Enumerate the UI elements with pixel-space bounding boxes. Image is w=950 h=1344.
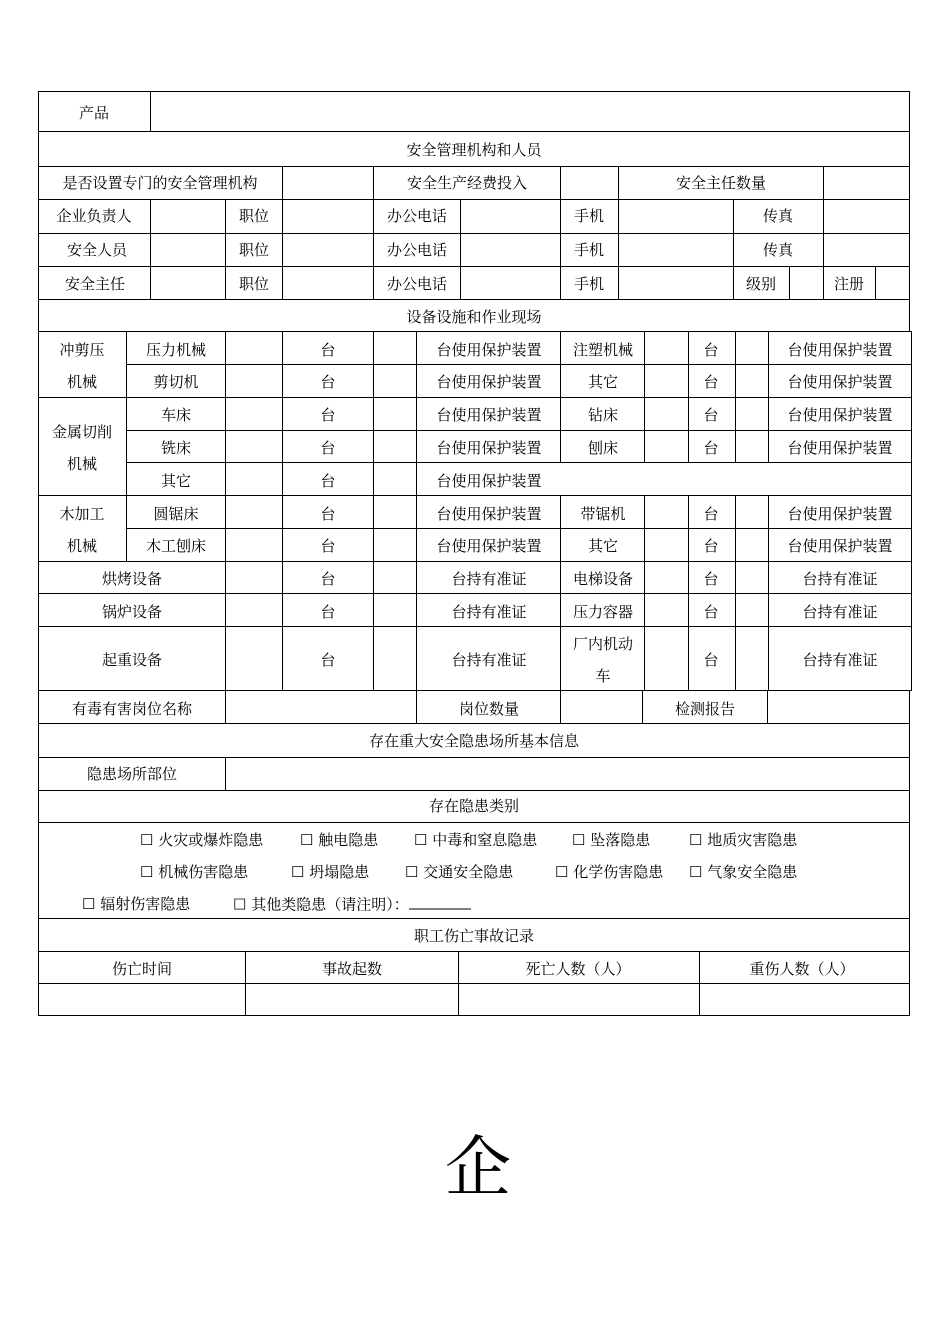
unit-label: 台: [320, 373, 336, 391]
cert-label: 台持有准证: [451, 603, 527, 621]
item-oven: 烘烤设备: [101, 570, 163, 588]
item-elevator: 电梯设备: [572, 570, 634, 588]
office-phone-label: 办公电话: [386, 241, 448, 259]
protect-label: 台使用保护装置: [787, 373, 893, 391]
hazard-location-field[interactable]: [226, 758, 909, 790]
item-boiler: 锅炉设备: [101, 603, 163, 621]
equipment-heading: 设备设施和作业现场: [406, 308, 542, 326]
item-other: 其它: [587, 373, 619, 391]
hazard-location-label: 隐患场所部位: [86, 765, 178, 783]
item-press: 压力机械: [145, 341, 207, 359]
checkbox-geological[interactable]: ☐ 地质灾害隐患: [689, 831, 798, 849]
checkbox-chemical[interactable]: ☐ 化学伤害隐患: [555, 863, 664, 881]
unit-label: 台: [320, 537, 336, 555]
checkbox-traffic[interactable]: ☐ 交通安全隐患: [405, 863, 514, 881]
protect-label: 台使用保护装置: [787, 537, 893, 555]
item-drill: 钻床: [587, 406, 619, 424]
hazard-types-heading: 存在隐患类别: [428, 797, 520, 815]
accidents-heading: 职工伤亡事故记录: [413, 927, 535, 945]
register-label: 注册: [833, 275, 865, 293]
cert-label: 台持有准证: [451, 570, 527, 588]
protect-label: 台使用保护装置: [787, 406, 893, 424]
protect-label: 台使用保护装置: [436, 505, 542, 523]
col-accident-count: 事故起数: [321, 960, 383, 978]
fax-label: 传真: [762, 241, 794, 259]
item-mill: 铣床: [160, 439, 192, 457]
protect-label: 台使用保护装置: [787, 341, 893, 359]
item-injection: 注塑机械: [572, 341, 634, 359]
item-vehicle-line1: 厂内机动: [572, 635, 634, 653]
unit-label: 台: [703, 537, 719, 555]
unit-label: 台: [703, 603, 719, 621]
protect-label: 台使用保护装置: [436, 373, 542, 391]
product-label: 产品: [78, 104, 110, 122]
group-wood-line2: 机械: [66, 537, 98, 555]
cell-deaths[interactable]: [459, 984, 699, 1015]
unit-label: 台: [703, 439, 719, 457]
protect-label: 台使用保护装置: [436, 472, 542, 490]
role-label: 安全人员: [66, 241, 128, 259]
unit-label: 台: [320, 603, 336, 621]
unit-label: 台: [320, 341, 336, 359]
unit-label: 台: [320, 406, 336, 424]
unit-label: 台: [703, 505, 719, 523]
safety-mgmt-heading: 安全管理机构和人员: [406, 141, 542, 159]
cert-label: 台持有准证: [802, 570, 878, 588]
toxic-name-label: 有毒有害岗位名称: [71, 700, 193, 718]
group-metal-line2: 机械: [66, 455, 98, 473]
unit-label: 台: [703, 406, 719, 424]
mobile-label: 手机: [573, 241, 605, 259]
unit-label: 台: [320, 439, 336, 457]
hazard-site-heading: 存在重大安全隐患场所基本信息: [368, 732, 580, 750]
cert-label: 台持有准证: [802, 603, 878, 621]
checkbox-poisoning[interactable]: ☐ 中毒和窒息隐患: [414, 831, 538, 849]
has-org-label: 是否设置专门的安全管理机构: [62, 174, 258, 192]
level-label: 级别: [745, 275, 777, 293]
item-vehicle-line2: 车: [595, 667, 611, 685]
col-time: 伤亡时间: [111, 960, 173, 978]
position-label: 职位: [238, 241, 270, 259]
protect-label: 台使用保护装置: [436, 406, 542, 424]
checkbox-electric-shock[interactable]: ☐ 触电隐患: [300, 831, 379, 849]
checkbox-fire-explosion[interactable]: ☐ 火灾或爆炸隐患: [140, 831, 264, 849]
checkbox-other-hazard-label: ☐ 其他类隐患（请注明）：: [233, 895, 409, 914]
footer-character: 企: [445, 1129, 511, 1206]
protect-label: 台使用保护装置: [436, 341, 542, 359]
item-other: 其它: [587, 537, 619, 555]
checkbox-mechanical[interactable]: ☐ 机械伤害隐患: [140, 863, 249, 881]
unit-label: 台: [320, 505, 336, 523]
protect-label: 台使用保护装置: [787, 505, 893, 523]
office-phone-label: 办公电话: [386, 275, 448, 293]
unit-label: 台: [703, 341, 719, 359]
role-label: 安全主任: [64, 275, 126, 293]
item-band-saw: 带锯机: [580, 505, 626, 523]
checkbox-weather[interactable]: ☐ 气象安全隐患: [689, 863, 798, 881]
product-field[interactable]: [151, 92, 909, 131]
office-phone-label: 办公电话: [386, 207, 448, 225]
item-crane: 起重设备: [101, 651, 163, 669]
item-lathe: 车床: [160, 406, 192, 424]
mobile-label: 手机: [573, 275, 605, 293]
role-label: 企业负责人: [56, 207, 132, 225]
position-label: 职位: [238, 207, 270, 225]
checkbox-collapse[interactable]: ☐ 坍塌隐患: [291, 863, 370, 881]
group-metal-line1: 金属切削: [51, 423, 113, 441]
col-deaths: 死亡人数（人）: [525, 960, 631, 978]
checkbox-falling[interactable]: ☐ 坠落隐患: [572, 831, 651, 849]
director-count-label: 安全主任数量: [675, 174, 767, 192]
protect-label: 台使用保护装置: [787, 439, 893, 457]
col-serious-injuries: 重伤人数（人）: [749, 960, 855, 978]
unit-label: 台: [703, 651, 719, 669]
group-punch-line2: 机械: [66, 373, 98, 391]
fax-label: 传真: [762, 207, 794, 225]
other-hazard-blank[interactable]: [409, 895, 471, 910]
group-punch-line1: 冲剪压: [59, 341, 105, 359]
cell-time[interactable]: [39, 984, 245, 1015]
item-planer: 刨床: [587, 439, 619, 457]
cell-serious-injuries[interactable]: [700, 984, 909, 1015]
item-circular-saw: 圆锯床: [153, 505, 199, 523]
item-wood-planer: 木工刨床: [145, 537, 207, 555]
investment-label: 安全生产经费投入: [406, 174, 528, 192]
unit-label: 台: [703, 570, 719, 588]
unit-label: 台: [320, 651, 336, 669]
group-wood-line1: 木加工: [59, 505, 105, 523]
item-pressure-vessel: 压力容器: [572, 603, 634, 621]
cert-label: 台持有准证: [802, 651, 878, 669]
checkbox-other-hazard[interactable]: [233, 895, 471, 914]
mobile-label: 手机: [573, 207, 605, 225]
toxic-count-label: 岗位数量: [458, 700, 520, 718]
unit-label: 台: [320, 570, 336, 588]
unit-label: 台: [320, 472, 336, 490]
unit-label: 台: [703, 373, 719, 391]
protect-label: 台使用保护装置: [436, 537, 542, 555]
protect-label: 台使用保护装置: [436, 439, 542, 457]
checkbox-radiation[interactable]: ☐ 辐射伤害隐患: [82, 895, 191, 913]
cert-label: 台持有准证: [451, 651, 527, 669]
cell-accident-count[interactable]: [246, 984, 458, 1015]
toxic-report-label: 检测报告: [674, 700, 736, 718]
item-shear: 剪切机: [153, 373, 199, 391]
item-other: 其它: [160, 472, 192, 490]
position-label: 职位: [238, 275, 270, 293]
